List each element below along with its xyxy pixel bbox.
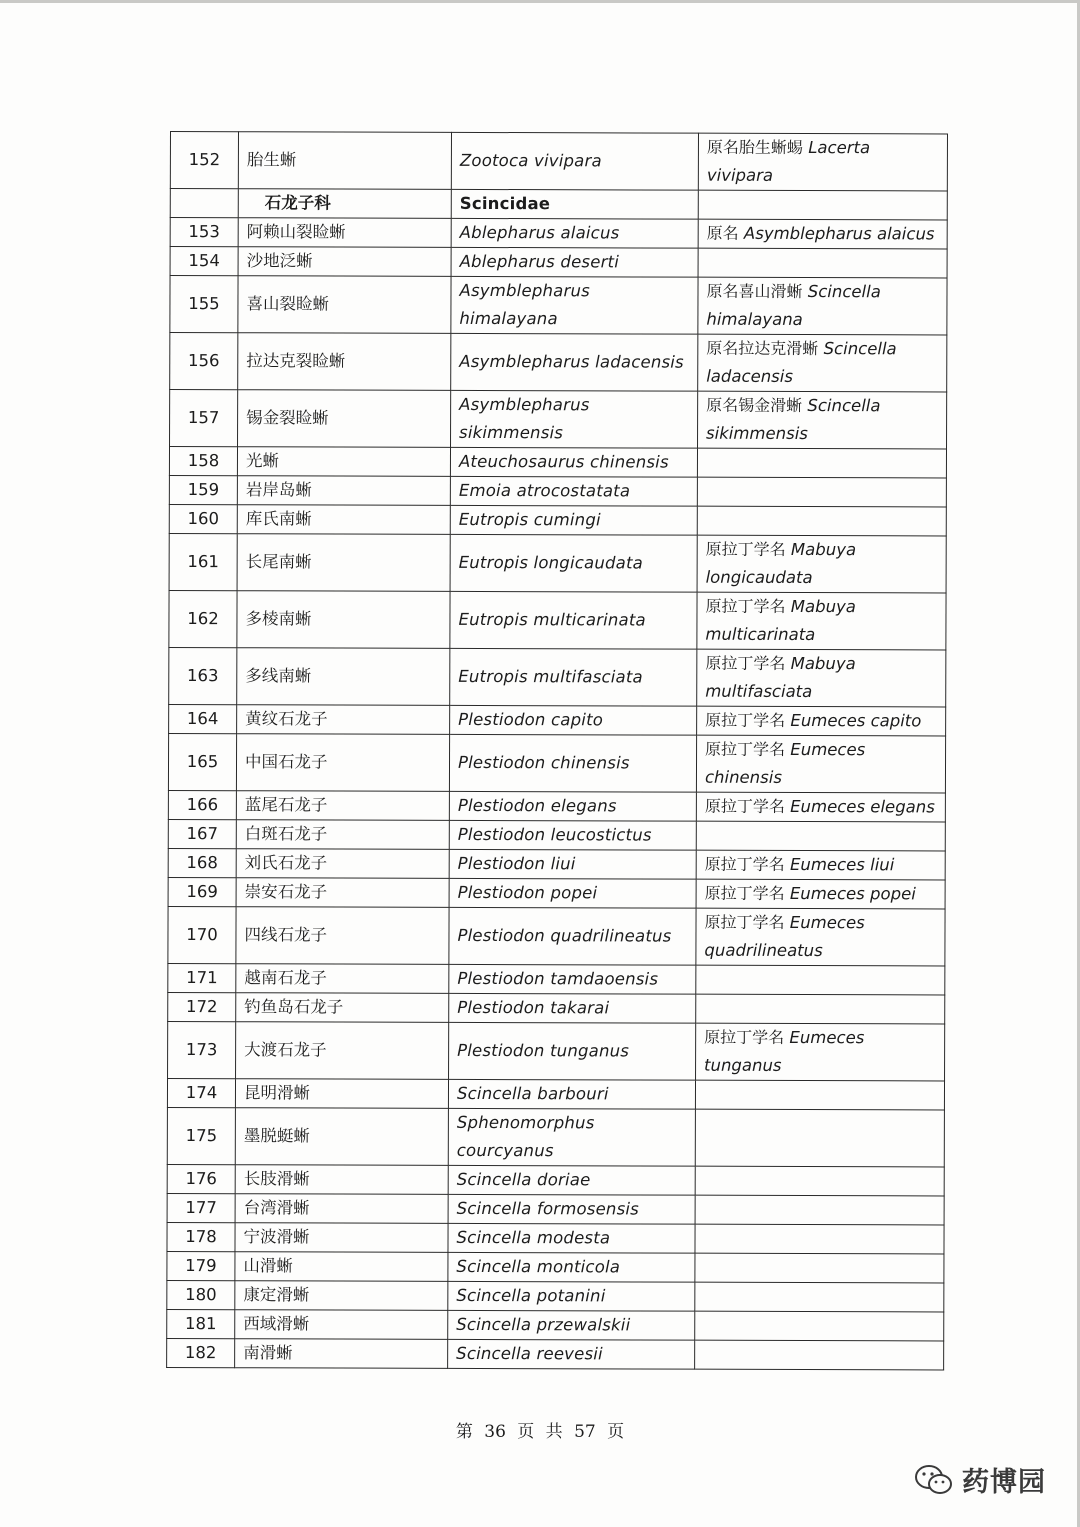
cell-chinese-name: 长肢滑蜥 bbox=[235, 1165, 448, 1195]
cell-number: 155 bbox=[170, 276, 238, 333]
cell-number: 154 bbox=[170, 247, 238, 276]
cell-note bbox=[696, 994, 945, 1024]
note-prefix: 原拉丁学名 bbox=[704, 796, 785, 816]
cell-number: 156 bbox=[170, 333, 238, 390]
cell-note bbox=[695, 1166, 944, 1196]
cell-latin-name: Asymblepharus himalayana bbox=[451, 276, 698, 334]
cell-note bbox=[697, 706, 946, 736]
table-row bbox=[170, 276, 947, 335]
cell-latin-name: Scincella formosensis bbox=[448, 1194, 695, 1224]
cell-chinese-name: 山滑蜥 bbox=[235, 1252, 448, 1282]
note-prefix: 原拉丁学名 bbox=[704, 883, 785, 903]
cell-number: 157 bbox=[170, 390, 238, 447]
table-row bbox=[167, 1309, 944, 1340]
cell-latin-name: Ablepharus alaicus bbox=[451, 218, 698, 248]
cell-chinese-name: 台湾滑蜥 bbox=[235, 1194, 448, 1224]
cell-latin-name: Emoia atrocostatata bbox=[450, 476, 697, 506]
cell-note bbox=[697, 448, 946, 478]
cell-number: 177 bbox=[167, 1193, 235, 1222]
cell-latin-name: Ateuchosaurus chinensis bbox=[450, 447, 697, 477]
cell-latin-name: Ablepharus deserti bbox=[451, 247, 698, 277]
cell-latin-name: Plestiodon chinensis bbox=[449, 734, 696, 792]
cell-family-chinese-name: 石龙子科 bbox=[238, 189, 451, 219]
cell-note bbox=[697, 477, 946, 507]
cell-number: 173 bbox=[168, 1021, 236, 1078]
cell-chinese-name: 喜山裂睑蜥 bbox=[238, 276, 451, 334]
cell-number bbox=[170, 189, 238, 218]
cell-chinese-name: 刘氏石龙子 bbox=[236, 849, 449, 879]
cell-note bbox=[698, 334, 947, 392]
cell-number: 182 bbox=[167, 1338, 235, 1367]
cell-latin-name: Eutropis multifasciata bbox=[450, 648, 697, 706]
table-row bbox=[168, 877, 945, 908]
cell-note bbox=[697, 535, 946, 593]
note-prefix: 原名喜山滑蜥 bbox=[706, 281, 803, 301]
cell-latin-name: Plestiodon liui bbox=[449, 849, 696, 879]
table-row bbox=[169, 647, 946, 706]
cell-note bbox=[696, 908, 945, 966]
table-row bbox=[167, 1164, 944, 1195]
note-latin-name: Eumeces chinensis bbox=[704, 739, 866, 787]
table-row bbox=[169, 704, 946, 735]
cell-chinese-name: 康定滑蜥 bbox=[235, 1281, 448, 1311]
scan-top-edge bbox=[0, 0, 1080, 3]
cell-note bbox=[697, 649, 946, 707]
table-row bbox=[170, 247, 947, 278]
note-prefix: 原名胎生蜥蜴 bbox=[706, 137, 803, 157]
cell-note bbox=[696, 1023, 945, 1081]
cell-chinese-name: 白斑石龙子 bbox=[236, 820, 449, 850]
table-row bbox=[170, 132, 947, 191]
cell-note bbox=[698, 277, 947, 335]
cell-chinese-name: 中国石龙子 bbox=[236, 734, 449, 792]
cell-note bbox=[696, 879, 945, 909]
cell-chinese-name: 蓝尾石龙子 bbox=[236, 791, 449, 821]
cell-latin-name: Plestiodon takarai bbox=[449, 993, 696, 1023]
cell-chinese-name: 多棱南蜥 bbox=[237, 591, 450, 649]
note-latin-name: Eumeces popei bbox=[789, 883, 916, 904]
cell-number: 171 bbox=[168, 963, 236, 992]
note-latin-name: Eumeces capito bbox=[790, 710, 922, 731]
cell-latin-name: Eutropis longicaudata bbox=[450, 534, 697, 592]
note-prefix: 原拉丁学名 bbox=[704, 912, 785, 932]
cell-latin-name: Asymblepharus ladacensis bbox=[451, 333, 698, 391]
cell-number: 159 bbox=[169, 475, 237, 504]
cell-note bbox=[695, 1195, 944, 1225]
cell-latin-name: Plestiodon elegans bbox=[449, 791, 696, 821]
table-row bbox=[168, 848, 945, 879]
table-row bbox=[168, 1021, 945, 1080]
note-latin-name: Eumeces tunganus bbox=[704, 1027, 865, 1075]
note-latin-name: Eumeces liui bbox=[789, 854, 895, 875]
table-row bbox=[169, 504, 946, 535]
cell-number: 152 bbox=[170, 132, 238, 189]
cell-note bbox=[698, 248, 947, 278]
cell-latin-name: Plestiodon leucostictus bbox=[449, 820, 696, 850]
table-row bbox=[167, 1280, 944, 1311]
table-row bbox=[167, 1193, 944, 1224]
note-prefix: 原名 bbox=[706, 223, 739, 243]
cell-note bbox=[695, 1311, 944, 1341]
cell-number: 175 bbox=[167, 1107, 235, 1164]
cell-number: 168 bbox=[168, 848, 236, 877]
species-table-body bbox=[167, 132, 948, 1370]
cell-chinese-name: 库氏南蜥 bbox=[237, 505, 450, 535]
cell-chinese-name: 宁波滑蜥 bbox=[235, 1223, 448, 1253]
cell-note bbox=[698, 219, 947, 249]
cell-chinese-name: 胎生蜥 bbox=[238, 132, 451, 190]
cell-latin-name: Zootoca vivipara bbox=[451, 132, 698, 190]
note-prefix: 原拉丁学名 bbox=[705, 539, 786, 559]
cell-chinese-name: 阿赖山裂睑蜥 bbox=[238, 218, 451, 248]
cell-chinese-name: 长尾南蜥 bbox=[237, 534, 450, 592]
table-row bbox=[167, 1222, 944, 1253]
cell-number: 172 bbox=[168, 992, 236, 1021]
cell-note bbox=[695, 1253, 944, 1283]
table-row bbox=[169, 475, 946, 506]
cell-note bbox=[696, 821, 945, 851]
note-latin-name: Scincella ladacensis bbox=[706, 339, 897, 386]
cell-chinese-name: 西域滑蜥 bbox=[235, 1310, 448, 1340]
cell-latin-name: Asymblepharus sikimmensis bbox=[451, 390, 698, 448]
cell-note bbox=[695, 1282, 944, 1312]
cell-note bbox=[695, 1224, 944, 1254]
table-row bbox=[168, 733, 945, 792]
note-latin-name: Mabuya multicarinata bbox=[705, 596, 856, 645]
cell-number: 181 bbox=[167, 1309, 235, 1338]
cell-number: 180 bbox=[167, 1280, 235, 1309]
cell-number: 169 bbox=[168, 877, 236, 906]
table-row bbox=[168, 790, 945, 821]
table-row bbox=[168, 992, 945, 1023]
cell-chinese-name: 拉达克裂睑蜥 bbox=[238, 333, 451, 391]
cell-latin-name: Plestiodon popei bbox=[449, 878, 696, 908]
page-number: 第 36 页 共 57 页 bbox=[455, 1422, 625, 1442]
cell-latin-name: Eutropis cumingi bbox=[450, 505, 697, 535]
cell-note bbox=[697, 592, 946, 650]
cell-chinese-name: 钓鱼岛石龙子 bbox=[236, 993, 449, 1023]
table-row bbox=[167, 1251, 944, 1282]
note-prefix: 原拉丁学名 bbox=[705, 710, 786, 730]
cell-note bbox=[696, 735, 945, 793]
table-row bbox=[169, 590, 946, 649]
cell-number: 164 bbox=[169, 704, 237, 733]
table-row bbox=[167, 1107, 944, 1166]
watermark bbox=[914, 1460, 1046, 1499]
cell-latin-name: Scincella przewalskii bbox=[448, 1310, 695, 1340]
cell-note bbox=[696, 792, 945, 822]
cell-note bbox=[695, 1340, 944, 1370]
cell-note bbox=[697, 506, 946, 536]
note-prefix: 原名拉达克滑蜥 bbox=[706, 338, 819, 359]
cell-number: 179 bbox=[167, 1251, 235, 1280]
table-row bbox=[169, 533, 946, 592]
note-prefix: 原拉丁学名 bbox=[704, 1027, 785, 1047]
cell-note bbox=[698, 391, 947, 449]
table-row bbox=[168, 963, 945, 994]
note-prefix: 原拉丁学名 bbox=[704, 854, 785, 874]
cell-chinese-name: 崇安石龙子 bbox=[236, 878, 449, 908]
note-prefix: 原拉丁学名 bbox=[705, 596, 786, 616]
cell-chinese-name: 多线南蜥 bbox=[237, 648, 450, 706]
cell-number: 165 bbox=[168, 733, 236, 790]
note-latin-name: Mabuya longicaudata bbox=[705, 539, 857, 588]
cell-number: 161 bbox=[169, 533, 237, 590]
cell-chinese-name: 越南石龙子 bbox=[236, 964, 449, 994]
cell-number: 153 bbox=[170, 218, 238, 247]
cell-latin-name: Plestiodon quadrilineatus bbox=[449, 907, 696, 965]
cell-number: 160 bbox=[169, 504, 237, 533]
note-latin-name: Eumeces elegans bbox=[790, 796, 935, 817]
cell-number: 166 bbox=[168, 790, 236, 819]
cell-latin-name: Plestiodon tunganus bbox=[449, 1022, 696, 1080]
cell-note bbox=[698, 133, 947, 191]
cell-latin-name: Scincella potanini bbox=[448, 1281, 695, 1311]
cell-latin-name: Eutropis multicarinata bbox=[450, 591, 697, 649]
note-latin-name: Scincella sikimmensis bbox=[706, 396, 881, 444]
cell-chinese-name: 大渡石龙子 bbox=[236, 1022, 449, 1080]
cell-number: 170 bbox=[168, 906, 236, 963]
cell-chinese-name: 南滑蜥 bbox=[235, 1339, 448, 1369]
note-latin-name: Eumeces quadrilineatus bbox=[704, 912, 865, 961]
wechat-icon bbox=[914, 1463, 954, 1497]
note-prefix: 原拉丁学名 bbox=[705, 653, 786, 673]
cell-number: 163 bbox=[169, 647, 237, 704]
cell-chinese-name: 光蜥 bbox=[237, 447, 450, 477]
cell-latin-name: Plestiodon tamdaoensis bbox=[449, 964, 696, 994]
cell-chinese-name: 锡金裂睑蜥 bbox=[238, 390, 451, 448]
cell-chinese-name: 岩岸岛蜥 bbox=[237, 476, 450, 506]
note-latin-name: Mabuya multifasciata bbox=[705, 653, 856, 702]
note-latin-name: Scincella himalayana bbox=[706, 282, 881, 329]
cell-chinese-name: 墨脱蜓蜥 bbox=[235, 1108, 448, 1166]
cell-number: 178 bbox=[167, 1222, 235, 1251]
cell-chinese-name: 四线石龙子 bbox=[236, 907, 449, 965]
watermark-text: 药博园 bbox=[962, 1467, 1046, 1498]
cell-number: 158 bbox=[169, 447, 237, 476]
family-row bbox=[170, 189, 947, 220]
cell-chinese-name: 昆明滑蜥 bbox=[235, 1079, 448, 1109]
cell-chinese-name: 黄纹石龙子 bbox=[237, 705, 450, 735]
cell-number: 176 bbox=[167, 1164, 235, 1193]
cell-latin-name: Scincella monticola bbox=[448, 1252, 695, 1282]
cell-latin-name: Scincella doriae bbox=[448, 1165, 695, 1195]
cell-latin-name: Plestiodon capito bbox=[450, 705, 697, 735]
table-row bbox=[168, 906, 945, 965]
table-row bbox=[168, 819, 945, 850]
note-prefix: 原名锡金滑蜥 bbox=[706, 395, 803, 415]
cell-note bbox=[696, 965, 945, 995]
cell-chinese-name: 沙地泛蜥 bbox=[238, 247, 451, 277]
cell-latin-name: Scincella barbouri bbox=[448, 1079, 695, 1109]
cell-latin-name: Scincella reevesii bbox=[448, 1339, 695, 1369]
note-latin-name: Asymblepharus alaicus bbox=[743, 223, 935, 244]
note-latin-name: Lacerta vivipara bbox=[706, 138, 871, 185]
cell-number: 167 bbox=[168, 819, 236, 848]
cell-note bbox=[695, 1109, 944, 1167]
table-row bbox=[170, 218, 947, 249]
table-row bbox=[170, 390, 947, 449]
table-row bbox=[169, 447, 946, 478]
cell-number: 162 bbox=[169, 590, 237, 647]
table-row bbox=[167, 1078, 944, 1109]
cell-number: 174 bbox=[167, 1078, 235, 1107]
cell-note bbox=[696, 850, 945, 880]
cell-note bbox=[698, 190, 947, 220]
cell-latin-name: Sphenomorphus courcyanus bbox=[448, 1108, 695, 1166]
table-row bbox=[167, 1338, 944, 1369]
cell-family-latin-name: Scincidae bbox=[451, 189, 698, 219]
cell-latin-name: Scincella modesta bbox=[448, 1223, 695, 1253]
table-row bbox=[170, 333, 947, 392]
cell-note bbox=[695, 1080, 944, 1110]
note-prefix: 原拉丁学名 bbox=[705, 739, 786, 759]
species-table bbox=[166, 131, 948, 1370]
